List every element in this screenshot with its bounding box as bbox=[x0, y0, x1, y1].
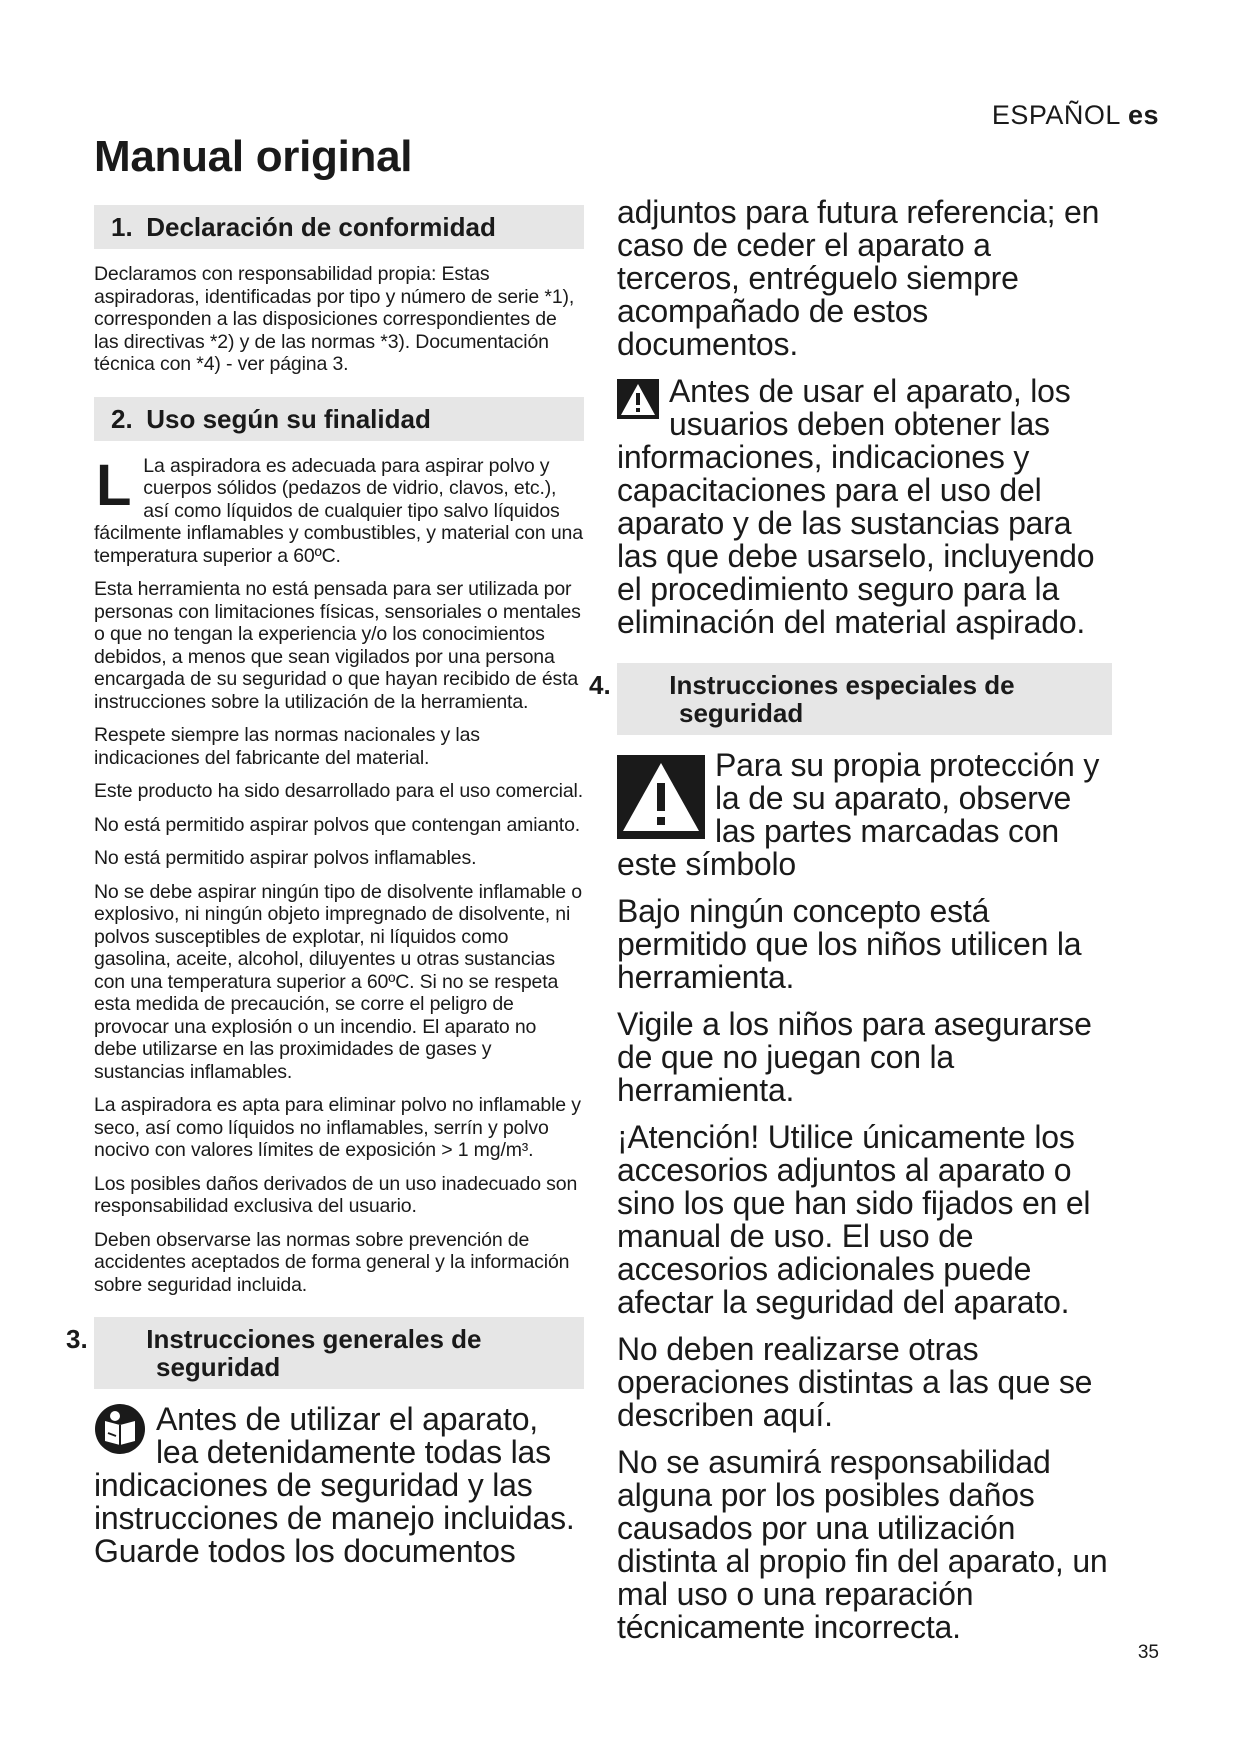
page-title: Manual original bbox=[94, 132, 413, 181]
paragraph: Declaramos con responsabilidad propia: Estas aspiradoras, identificadas por tipo y número de serie *1), corresponden a las disposiciones correspondientes de las directivas *2) y de las normas *3). Documentación técnica con *4) - ver página 3. bbox=[94, 263, 575, 375]
paragraph: No está permitido aspirar polvos inflamables. bbox=[94, 847, 477, 869]
section-3-body bbox=[94, 1403, 584, 1568]
paragraph: La aspiradora es apta para eliminar polvo no inflamable y seco, así como líquidos no inflamables, serrín y polvo nocivo con valores límites de exposición > 1 mg/m³. bbox=[94, 1094, 581, 1161]
read-manual-icon bbox=[94, 1403, 146, 1461]
paragraph-with-dropcap: L La aspiradora es adecuada para aspirar polvo y cuerpos sólidos (pedazos de vidrio, clavos, etc.), así como líquidos de cualquier tipo salvo líquidos fácilmente inflamables y combustibles, y material con una temperatura superior a 60ºC. bbox=[94, 452, 583, 567]
paragraph: No se debe aspirar ningún tipo de disolvente inflamable o explosivo, ni ningún objeto impregnado de disolvente, ni polvos susceptibles de explotar, ni líquidos como gasolina, aceite, alcohol, diluyentes u otras sustancias con una temperatura superior a 60ºC. Si no se respeta esta medida de precaución, se corre el peligro de provocar una explosión o un incendio. El aparato no debe utilizarse en las proximidades de gases y sustancias inflamables. bbox=[94, 880, 582, 1083]
section-1-body bbox=[94, 263, 584, 376]
section-3-continued bbox=[617, 196, 1112, 639]
warning-triangle-large-icon bbox=[617, 755, 705, 845]
section-heading-3: 3. Instrucciones generales de seguridad bbox=[94, 1317, 584, 1389]
section-heading-1: 1. Declaración de conformidad bbox=[94, 205, 584, 249]
paragraph: Esta herramienta no está pensada para ser utilizada por personas con limitaciones físicas, sensoriales o mentales o que no tengan la experiencia y/o los conocimientos debidos, a menos que sean vigilados por una persona encargada de su seguridad o que hayan recibido de ésta instrucciones sobre la utilización de la herramienta. bbox=[94, 578, 581, 713]
right-column bbox=[589, 194, 1112, 1658]
section-4-body bbox=[617, 749, 1112, 1644]
paragraph: ¡Atención! Utilice únicamente los accesorios adjuntos al aparato o sino los que han sido fijados en el manual de uso. El uso de accesorios adicionales puede afectar la seguridad del aparato. bbox=[617, 1119, 1091, 1320]
language-label: ESPAÑOL es bbox=[991, 100, 1159, 130]
dropcap-letter: L bbox=[96, 452, 132, 518]
paragraph: Bajo ningún concepto está permitido que los niños utilicen la herramienta. bbox=[617, 893, 1082, 995]
paragraph: Antes de usar el aparato, los usuarios deben obtener las informaciones, indicaciones y capacitaciones para el uso del aparato y de las sustancias para las que debe usarselo, incluyendo el procedimiento seguro para la eliminación del material aspirado. bbox=[617, 373, 1095, 640]
section-heading-2: 2. Uso según su finalidad bbox=[94, 397, 584, 441]
paragraph: No está permitido aspirar polvos que contengan amianto. bbox=[94, 813, 581, 836]
section-heading-4: 4. Instrucciones especiales de seguridad bbox=[617, 663, 1112, 735]
paragraph: Antes de utilizar el aparato, lea detenidamente todas las indicaciones de seguridad y las instrucciones de manejo incluidas. Guarde todos los documentos bbox=[94, 1401, 575, 1569]
paragraph: adjuntos para futura referencia; en caso de ceder el aparato a terceros, entréguelo siempre acompañado de estos documentos. bbox=[617, 194, 1100, 362]
paragraph: Respete siempre las normas nacionales y las indicaciones del fabricante del material. bbox=[94, 724, 480, 769]
paragraph: No se asumirá responsabilidad alguna por los posibles daños causados por una utilización distinta al propio fin del aparato, un mal uso o una reparación técnicamente incorrecta. bbox=[617, 1444, 1108, 1645]
page-number: 35 bbox=[1137, 1642, 1159, 1663]
paragraph: Para su propia protección y la de su aparato, observe las partes marcadas con este símbolo bbox=[617, 747, 1100, 882]
paragraph: Vigile a los niños para asegurarse de que no juegan con la herramienta. bbox=[617, 1006, 1092, 1108]
warning-triangle-icon bbox=[617, 379, 659, 425]
paragraph: No deben realizarse otras operaciones distintas a las que se describen aquí. bbox=[617, 1331, 1093, 1433]
section-2-body bbox=[94, 452, 584, 1297]
paragraph: Este producto ha sido desarrollado para el uso comercial. bbox=[94, 780, 583, 802]
paragraph: Deben observarse las normas sobre prevención de accidentes aceptados de forma general y la información sobre seguridad incluida. bbox=[94, 1228, 570, 1296]
paragraph: Los posibles daños derivados de un uso inadecuado son responsabilidad exclusiva del usuario. bbox=[94, 1172, 578, 1217]
left-column bbox=[66, 205, 584, 1582]
